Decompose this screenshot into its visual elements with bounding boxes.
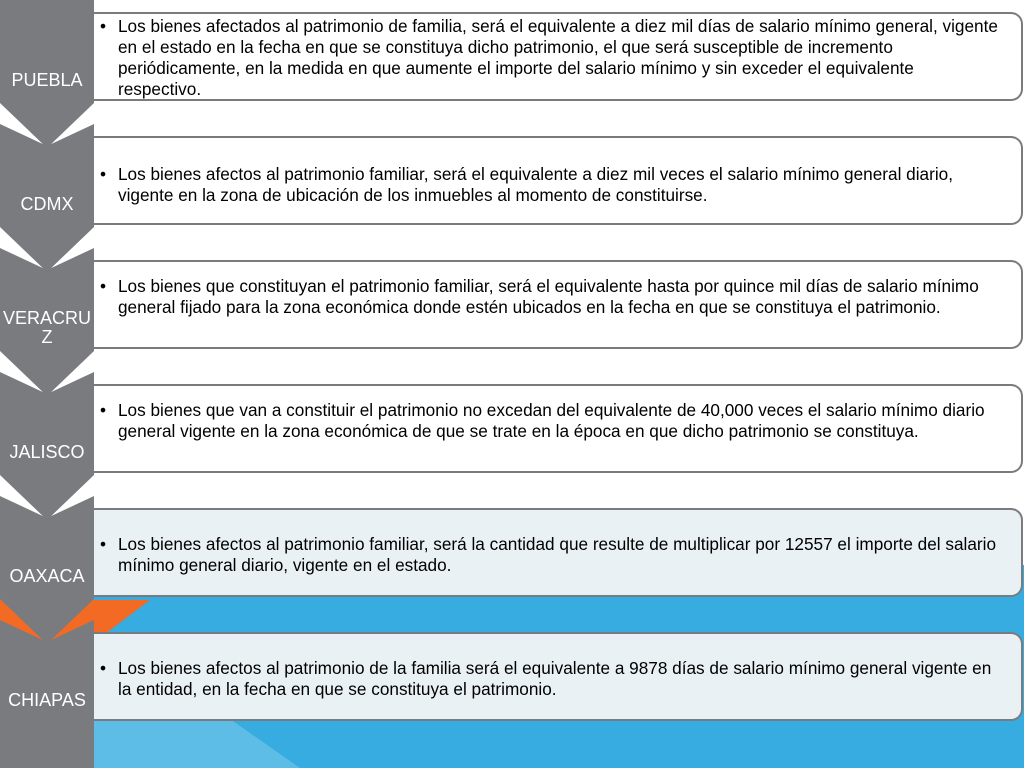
bullet-dot: • xyxy=(100,276,107,296)
bullet-item xyxy=(100,16,1001,100)
state-label-oaxaca: OAXACA xyxy=(9,566,85,586)
state-label-veracruz: VERACRUZ xyxy=(2,308,91,347)
description-box-cdmx xyxy=(94,136,1023,225)
description-text-veracruz: Los bienes que constituyan el patrimonio familiar, será el equivalente hasta por quince mil días de salario mínimo general fijado para la zona económica donde estén ubicados en la fecha en que se constituya el patrimonio. xyxy=(118,276,979,317)
state-label-puebla: PUEBLA xyxy=(11,70,83,90)
bullet-dot: • xyxy=(100,16,107,36)
state-label-jalisco: JALISCO xyxy=(9,442,85,462)
bullet-dot: • xyxy=(100,164,107,184)
description-text-puebla: Los bienes afectados al patrimonio de familia, será el equivalente a diez mil días de salario mínimo general, vigente en el estado en la fecha en que se constituya dicho patrimonio, el que será susceptible de incremento periódicamente, en la medida en que aumente el importe del salario mínimo y sin exceder el equivalente respectivo. xyxy=(118,16,998,99)
description-text-cdmx: Los bienes afectos al patrimonio familiar, será el equivalente a diez mil veces el salario mínimo general diario, vigente en la zona de ubicación de los inmuebles al momento de constituirse. xyxy=(118,164,953,205)
description-text-oaxaca: Los bienes afectos al patrimonio familiar, será la cantidad que resulte de multiplicar por 12557 el importe del salario mínimo general diario, vigente en el estado. xyxy=(118,534,996,575)
bullet-item xyxy=(100,164,1001,206)
description-box-veracruz xyxy=(94,260,1023,349)
description-box-puebla xyxy=(94,12,1023,101)
description-text-chiapas: Los bienes afectos al patrimonio de la familia será el equivalente a 9878 días de salario mínimo general vigente en la entidad, en la fecha en que se constituya el patrimonio. xyxy=(118,658,992,699)
description-box-jalisco xyxy=(94,384,1023,473)
description-box-chiapas xyxy=(94,632,1023,721)
description-box-oaxaca xyxy=(94,508,1023,597)
bullet-dot: • xyxy=(100,534,107,554)
bullet-item xyxy=(100,276,1001,318)
bullet-item xyxy=(100,400,1001,442)
bullet-dot: • xyxy=(100,658,107,678)
state-label-chiapas: CHIAPAS xyxy=(8,690,86,710)
bullet-dot: • xyxy=(100,400,107,420)
bullet-item xyxy=(100,658,1001,700)
state-label-cdmx: CDMX xyxy=(20,194,74,214)
bullet-item xyxy=(100,534,1001,576)
description-text-jalisco: Los bienes que van a constituir el patrimonio no excedan del equivalente de 40,000 veces el salario mínimo diario general vigente en la zona económica de que se trate en la época en que dicho patrimonio se constituya. xyxy=(118,400,985,441)
